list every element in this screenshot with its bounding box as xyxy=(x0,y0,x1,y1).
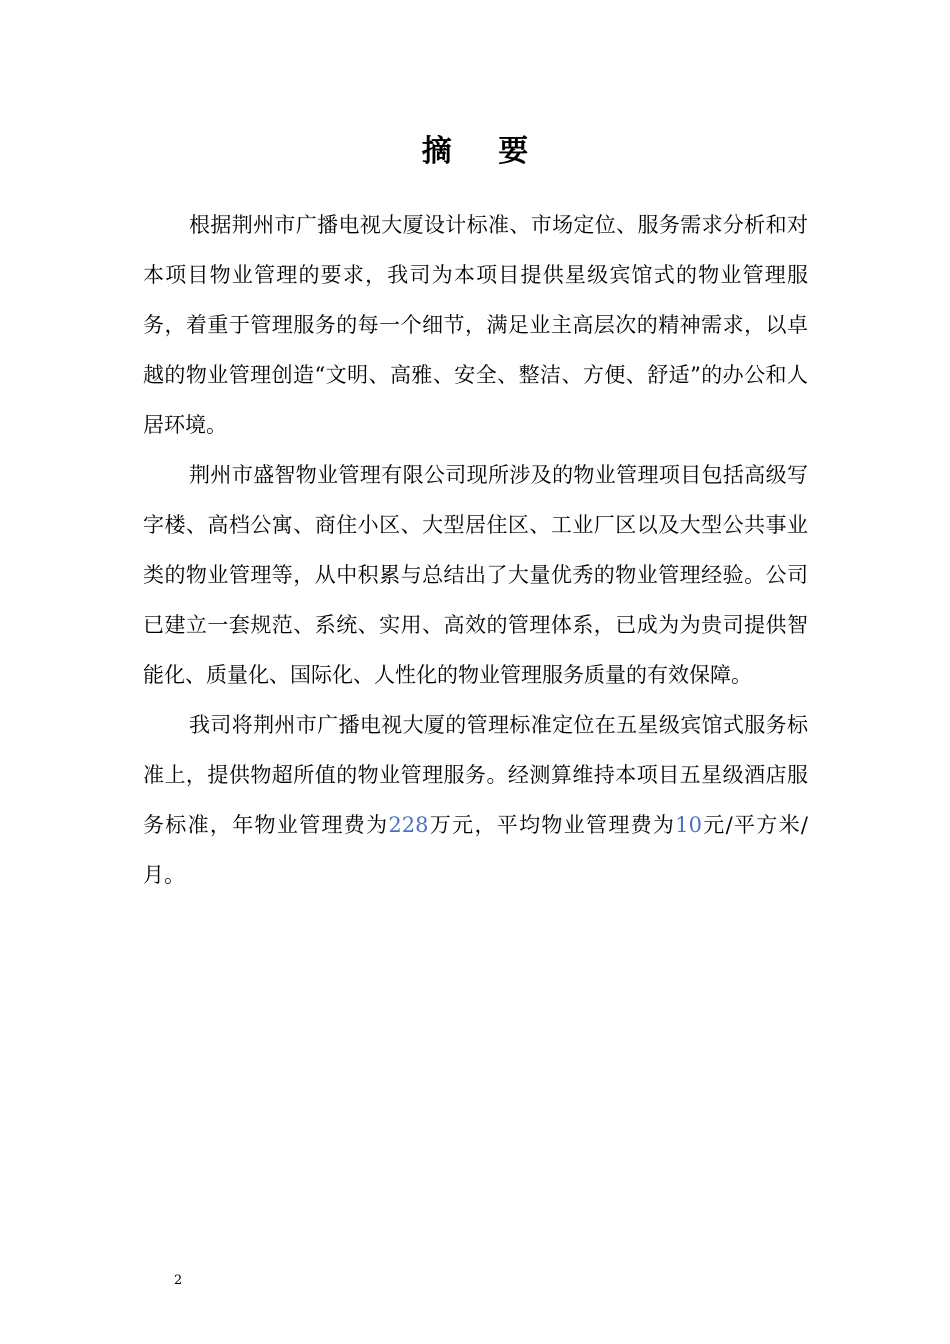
paragraph-3-text-2: 万元，平均物业管理费为 xyxy=(428,813,676,837)
paragraph-3 xyxy=(143,700,808,900)
page-number: 2 xyxy=(174,1273,183,1288)
paragraph-3-text-3: 元/平方米/月。 xyxy=(143,813,808,887)
paragraph-3-text-1: 我司将荆州市广播电视大厦的管理标准定位在五星级宾馆式服务标准上，提供物超所值的物业管理服务。经测算维持本项目五星级酒店服务标准，年物业管理费为 xyxy=(143,713,808,837)
paragraph-2: 荆州市盛智物业管理有限公司现所涉及的物业管理项目包括高级写字楼、高档公寓、商住小区、大型居住区、工业厂区以及大型公共事业类的物业管理等，从中积累与总结出了大量优秀的物业管理经验。公司已建立一套规范、系统、实用、高效的管理体系，已成为为贵司提供智能化、质量化、国际化、人性化的物业管理服务质量的有效保障。 xyxy=(143,463,808,687)
average-fee-value: 10 xyxy=(675,813,702,837)
abstract-body xyxy=(143,200,808,900)
page-title: 摘 要 xyxy=(421,134,547,169)
annual-fee-value: 228 xyxy=(388,813,429,837)
paragraph-1: 根据荆州市广播电视大厦设计标准、市场定位、服务需求分析和对本项目物业管理的要求，我司为本项目提供星级宾馆式的物业管理服务，着重于管理服务的每一个细节，满足业主高层次的精神需求，以卓越的物业管理创造“文明、高雅、安全、整洁、方便、舒适”的办公和人居环境。 xyxy=(143,213,808,437)
